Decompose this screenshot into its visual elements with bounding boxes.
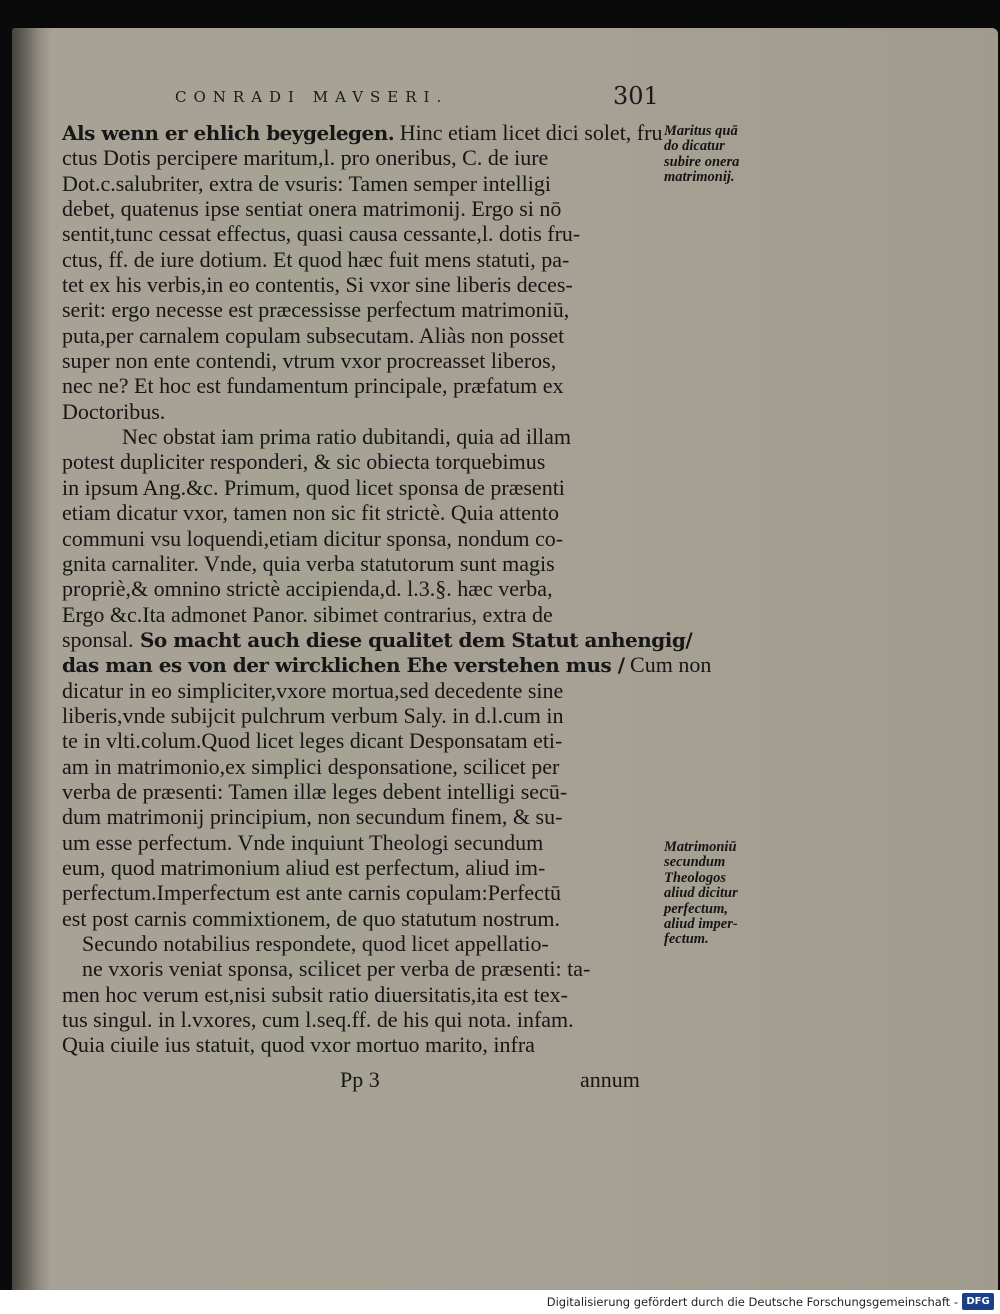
text-line-segment: Ergo &c.Ita admonet Panor. sibimet contrarius, extra de <box>62 601 553 627</box>
text-line <box>62 171 662 196</box>
text-line-segment: debet, quatenus ipse sentiat onera matrimonij. Ergo si nō <box>62 196 562 222</box>
text-line-segment: propriè,& omnino strictè accipienda,d. l.3.§. hæc verba, <box>62 576 553 602</box>
text-line <box>62 602 662 627</box>
text-line <box>62 1032 662 1057</box>
text-line-segment: sponsal. <box>62 626 134 652</box>
text-line <box>62 855 662 880</box>
text-line-segment: ctus, ff. de iure dotium. Et quod hæc fuit mens statuti, pa- <box>62 246 570 272</box>
marginal-note-line: fectum. <box>664 931 709 948</box>
marginal-note-line: Matrimoniū <box>664 839 737 855</box>
text-line-segment: Hinc etiam licet dici solet, fru <box>394 120 663 145</box>
text-line-segment: Secundo notabilius respondete, quod licet appellatio- <box>82 931 549 956</box>
text-line-segment: dum matrimonij principium, non secundum finem, & su- <box>62 804 563 830</box>
marginal-note-line: do dicatur <box>664 138 725 155</box>
marginal-note-line: secundum <box>664 854 726 871</box>
text-line <box>62 779 662 804</box>
text-line <box>62 982 662 1007</box>
text-line <box>62 551 662 576</box>
text-line <box>62 424 662 449</box>
marginal-note <box>664 124 774 186</box>
footer-credit: Digitalisierung gefördert durch die Deutsche Forschungsgemeinschaft - <box>546 1295 958 1309</box>
text-line-segment: puta,per carnalem copulam subsecutam. Aliàs non posset <box>62 322 565 348</box>
text-line-segment: um esse perfectum. Vnde inquiunt Theologi secundum <box>62 829 544 855</box>
marginal-note-line: aliud dicitur <box>664 885 738 902</box>
footer-bar <box>0 1290 1000 1314</box>
gutter-shadow <box>12 28 52 1290</box>
marginal-note-line: perfectum, <box>664 900 729 917</box>
text-line-segment: in ipsum Ang.&c. Primum, quod licet sponsa de præsenti <box>62 474 565 500</box>
marginal-note <box>664 840 774 948</box>
text-line <box>62 323 662 348</box>
text-line <box>62 703 662 728</box>
catchword: annum <box>580 1067 640 1092</box>
text-line <box>62 931 662 956</box>
text-line <box>62 373 662 398</box>
text-line-segment: verba de præsenti: Tamen illæ leges debent intelligi secū- <box>62 778 568 804</box>
text-line-segment: est post carnis commixtionem, de quo statutum nostrum. <box>62 905 560 931</box>
text-line-segment: tus singul. in l.vxores, cum l.seq.ff. de his qui nota. infam. <box>62 1007 574 1033</box>
text-line <box>62 247 662 272</box>
text-line-segment: nec ne? Et hoc est fundamentum principale, præfatum ex <box>62 373 564 399</box>
text-line-segment: men hoc verum est,nisi subsit ratio diuersitatis,ita est tex- <box>62 981 568 1007</box>
marginal-note-line: aliud imper- <box>664 916 738 933</box>
text-line-segment: Cum non <box>624 652 712 678</box>
marginal-note-line: Theologos <box>664 869 727 886</box>
text-line <box>62 804 662 829</box>
text-line-segment: etiam dicatur vxor, tamen non sic fit strictè. Quia attento <box>62 500 560 526</box>
text-line-segment: tet ex his verbis,in eo contentis, Si vxor sine liberis deces- <box>62 272 573 298</box>
text-line-segment: communi vsu loquendi,etiam dicitur sponsa, nondum co- <box>62 525 564 551</box>
catchwords-row <box>62 1067 662 1095</box>
text-line <box>62 728 662 753</box>
text-line-segment: Dot.c.salubriter, extra de vsuris: Tamen semper intelligi <box>62 170 551 196</box>
text-line <box>62 449 662 474</box>
text-line <box>62 678 662 703</box>
marginal-note-line: subire onera <box>664 153 740 170</box>
text-line-segment: serit: ergo necesse est præcessisse perfectum matrimoniū, <box>62 297 570 323</box>
text-line-segment: dicatur in eo simpliciter,vxore mortua,sed decedente sine <box>62 677 564 703</box>
text-line <box>62 120 662 145</box>
text-line-segment: gnita carnaliter. Vnde, quia verba statutorum sunt magis <box>62 550 555 576</box>
text-line <box>62 652 712 678</box>
text-line-segment: das man es von der wircklichen Ehe verstehen mus / <box>62 653 625 678</box>
text-line <box>62 145 662 170</box>
text-line-segment: am in matrimonio,ex simplici desponsatione, scilicet per <box>62 753 560 779</box>
text-line-segment: sentit,tunc cessat effectus, quasi causa cessante,l. dotis fru- <box>62 221 581 247</box>
dfg-logo: DFG <box>962 1293 994 1310</box>
text-line-segment: So macht auch diese qualitet dem Statut anhengig/ <box>133 627 693 652</box>
text-line <box>62 1007 662 1032</box>
text-line <box>62 272 662 297</box>
text-line <box>62 906 662 931</box>
running-head: CONRADI MAVSERI. <box>175 88 449 106</box>
text-line <box>62 297 662 322</box>
marginal-note-line: matrimonij. <box>664 169 735 186</box>
page-number: 301 <box>613 82 659 110</box>
text-line-segment: Doctoribus. <box>62 398 166 424</box>
text-line-segment: ctus Dotis percipere maritum,l. pro oneribus, C. de iure <box>62 145 549 171</box>
marginal-note-line: Maritus quā <box>664 123 738 139</box>
text-line-segment: ne vxoris veniat sponsa, scilicet per verba de præsenti: ta- <box>82 956 591 982</box>
text-line-segment: potest dupliciter responderi, & sic obiecta torquebimus <box>62 449 546 475</box>
text-line <box>62 754 662 779</box>
text-line-segment: Nec obstat iam prima ratio dubitandi, quia ad illam <box>122 424 572 450</box>
text-line <box>62 500 662 525</box>
text-line <box>62 526 662 551</box>
signature-mark: Pp 3 <box>340 1067 380 1092</box>
text-line <box>62 576 662 601</box>
text-line <box>62 221 662 246</box>
text-line <box>62 348 662 373</box>
text-line-segment: perfectum.Imperfectum est ante carnis copulam:Perfectū <box>62 880 562 906</box>
text-line-segment: liberis,vnde subijcit pulchrum verbum Saly. in d.l.cum in <box>62 702 564 728</box>
text-line <box>62 880 662 905</box>
text-line <box>62 399 662 424</box>
text-line-segment: Quia ciuile ius statuit, quod vxor mortuo marito, infra <box>62 1032 535 1058</box>
text-line <box>62 626 693 652</box>
text-line <box>62 475 662 500</box>
text-line <box>62 956 662 981</box>
text-line-segment: Als wenn er ehlich beygelegen. <box>62 121 395 145</box>
text-line <box>62 196 662 221</box>
text-line-segment: eum, quod matrimonium aliud est perfectum, aliud im- <box>62 854 546 880</box>
text-line-segment: super non ente contendi, vtrum vxor procreasset liberos, <box>62 348 557 374</box>
text-line <box>62 830 662 855</box>
text-line-segment: te in vlti.colum.Quod licet leges dicant Desponsatam eti- <box>62 728 563 754</box>
